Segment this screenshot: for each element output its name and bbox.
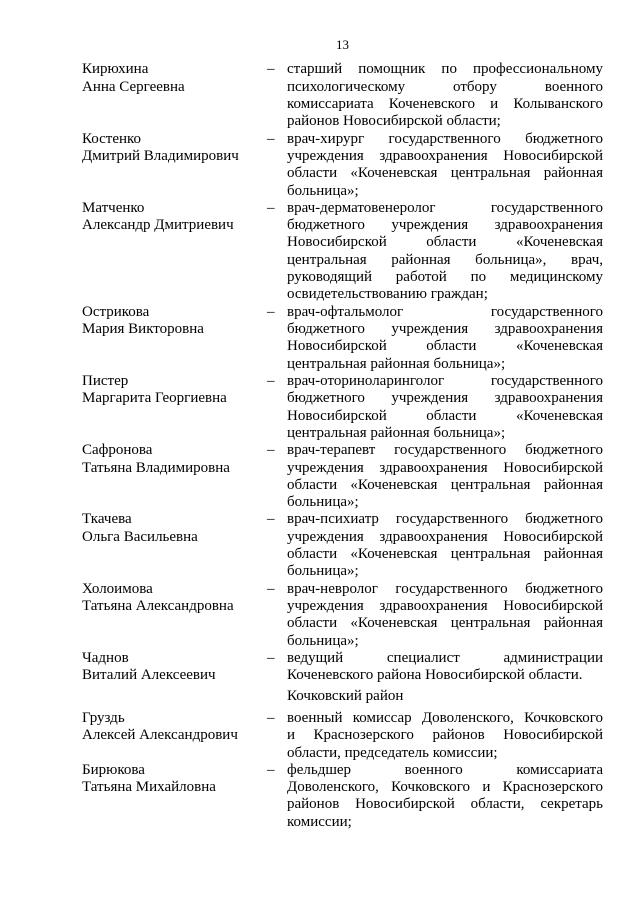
member-given-names: Анна Сергеевна [82,78,185,95]
dash-separator: – [267,442,275,459]
member-entry [82,131,603,200]
member-given-names: Алексей Александрович [82,727,238,744]
member-position [287,581,603,650]
position-line: учреждения здравоохранения Новосибирской [287,598,603,615]
member-entry [82,511,603,580]
position-line: бюджетного учреждения здравоохранения [287,217,603,234]
member-name [82,762,267,797]
position-line: комиссариата Коченевского и Колыванского [287,95,603,112]
position-line: и Краснозерского районов Новосибирской [287,727,603,744]
position-line: врач-офтальмолог государственного [287,303,603,320]
dash-separator: – [267,649,275,666]
position-line: врач-невролог государственного бюджетного [287,580,603,597]
position-line: области «Коченевская центральная районная [287,165,603,182]
position-line: фельдшер военного комиссариата [287,761,603,778]
district-heading: Кочковский район [287,687,404,704]
member-surname: Кирюхина [82,61,149,78]
member-name [82,442,267,477]
position-line: больница»; [287,494,359,511]
dash-separator: – [267,130,275,147]
member-position [287,61,603,130]
member-position [287,511,603,580]
position-line: врач-оториноларинголог государственного [287,372,603,389]
commission-member-list [82,61,603,831]
member-name [82,581,267,616]
position-line: руководящий работой по медицинскому [287,269,603,286]
member-surname: Чаднов [82,649,129,666]
member-surname: Сафронова [82,442,153,459]
member-entry [82,200,603,304]
member-name [82,200,267,235]
position-line: районов Новосибирской области; [287,113,501,130]
position-line: центральная районная больница», врач, [287,251,603,268]
member-entry [82,762,603,831]
member-surname: Ткачева [82,511,132,528]
position-line: врач-терапевт государственного бюджетного [287,442,603,459]
member-position [287,304,603,373]
position-line: бюджетного учреждения здравоохранения [287,321,603,338]
position-line: комиссии; [287,813,352,830]
position-line: психологическому отбору военного [287,78,603,95]
member-position [287,131,603,200]
member-entry [82,650,603,685]
member-name [82,304,267,339]
position-line: военный комиссар Доволенского, Кочковского [287,709,603,726]
member-position [287,710,603,762]
member-entry [82,61,603,130]
page-number: 13 [336,37,349,52]
position-line: области «Коченевская центральная районная [287,546,603,563]
position-line: центральная районная больница»; [287,424,506,441]
position-line: Новосибирской области «Коченевская [287,338,603,355]
member-entry [82,304,603,373]
position-line: Коченевского района Новосибирской области. [287,667,583,684]
member-entry [82,442,603,511]
member-given-names: Виталий Алексеевич [82,667,216,684]
position-line: области, председатель комиссии; [287,744,498,761]
member-name [82,373,267,408]
member-position [287,200,603,304]
position-line: Новосибирской области «Коченевская [287,234,603,251]
position-line: центральная районная больница»; [287,355,506,372]
member-given-names: Ольга Васильевна [82,528,198,545]
position-line: врач-хирург государственного бюджетного [287,130,603,147]
member-surname: Костенко [82,130,142,147]
member-given-names: Александр Дмитриевич [82,217,234,234]
member-name [82,710,267,745]
dash-separator: – [267,761,275,778]
member-position [287,373,603,442]
member-position [287,762,603,831]
member-surname: Пистер [82,372,129,389]
member-entry [82,581,603,650]
position-line: области «Коченевская центральная районная [287,476,603,493]
position-line: бюджетного учреждения здравоохранения [287,390,603,407]
dash-separator: – [267,199,275,216]
position-line: освидетельствованию граждан; [287,286,488,303]
dash-separator: – [267,303,275,320]
position-line: врач-психиатр государственного бюджетного [287,511,603,528]
position-line: учреждения здравоохранения Новосибирской [287,147,603,164]
dash-separator: – [267,580,275,597]
position-line: учреждения здравоохранения Новосибирской [287,459,603,476]
member-surname: Груздь [82,709,125,726]
member-position [287,442,603,511]
position-line: больница»; [287,632,359,649]
member-given-names: Татьяна Владимировна [82,459,230,476]
member-position [287,650,603,685]
member-entry [82,710,603,762]
member-surname: Холоимова [82,580,153,597]
position-line: больница»; [287,563,359,580]
member-name [82,511,267,546]
position-line: врач-дерматовенеролог государственного [287,199,603,216]
member-given-names: Дмитрий Владимирович [82,147,239,164]
position-line: ведущий специалист администрации [287,649,603,666]
member-given-names: Мария Викторовна [82,321,204,338]
dash-separator: – [267,511,275,528]
member-given-names: Татьяна Михайловна [82,779,216,796]
member-surname: Бирюкова [82,761,145,778]
position-line: старший помощник по профессиональному [287,61,603,78]
position-line: учреждения здравоохранения Новосибирской [287,528,603,545]
member-surname: Острикова [82,303,150,320]
member-surname: Матченко [82,199,145,216]
member-name [82,650,267,685]
member-name [82,131,267,166]
dash-separator: – [267,372,275,389]
member-name [82,61,267,96]
position-line: области «Коченевская центральная районная [287,615,603,632]
position-line: районов Новосибирской области, секретарь [287,796,603,813]
dash-separator: – [267,709,275,726]
position-line: Доволенского, Кочковского и Краснозерского [287,779,603,796]
member-given-names: Татьяна Александровна [82,598,234,615]
position-line: Новосибирской области «Коченевская [287,407,603,424]
member-entry [82,373,603,442]
position-line: больница»; [287,182,359,199]
dash-separator: – [267,61,275,78]
member-given-names: Маргарита Георгиевна [82,390,227,407]
